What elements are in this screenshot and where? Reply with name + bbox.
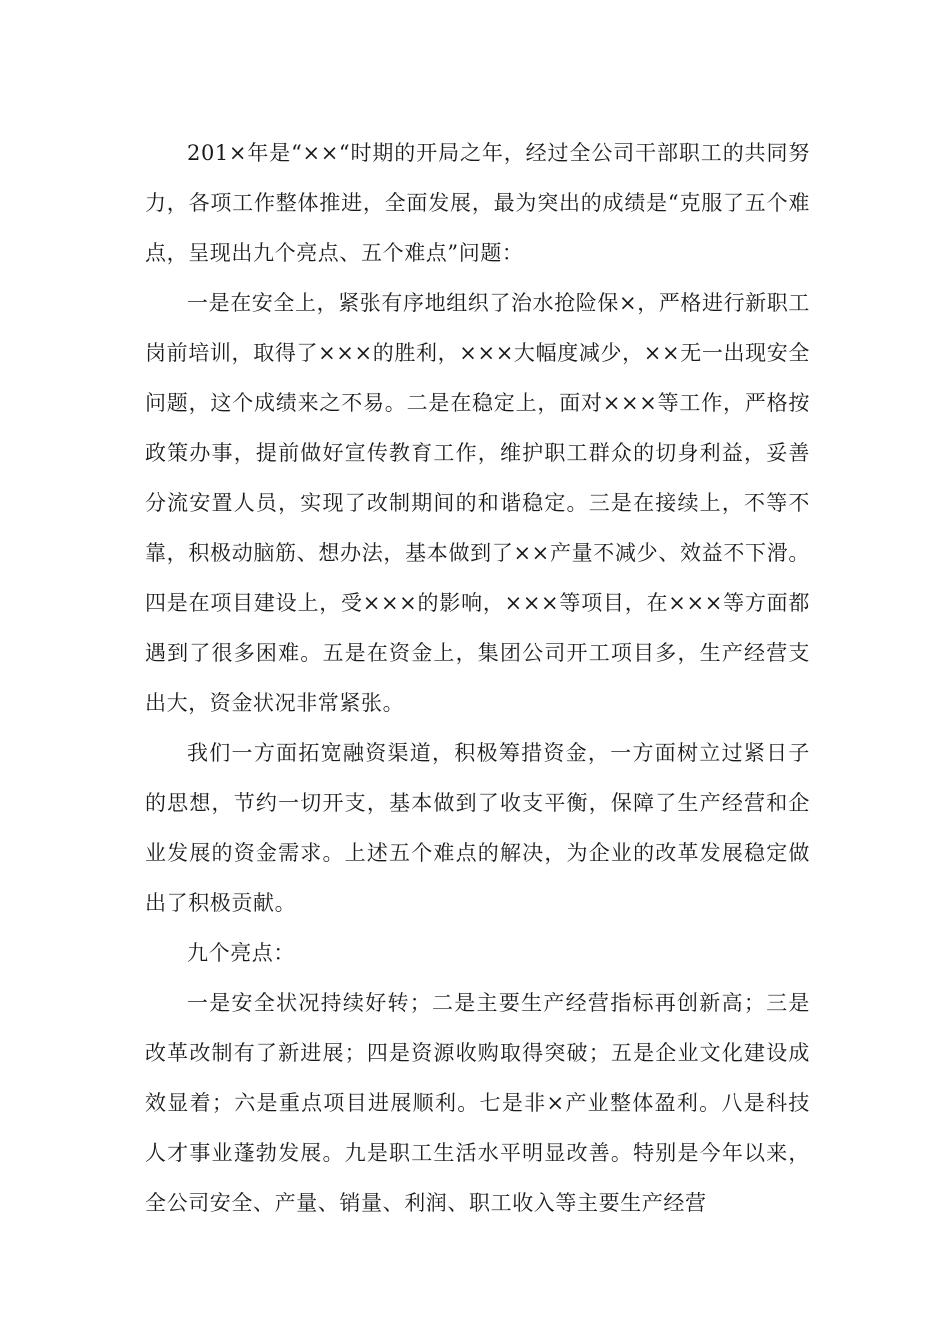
document-body — [145, 128, 810, 1228]
paragraph-highlights: 一是安全状况持续好转；二是主要生产经营指标再创新高；三是改革改制有了新进展；四是资源收购取得突破；五是企业文化建设成效显着；六是重点项目进展顺利。七是非×产业整体盈利。八是科技人才事业蓬勃发展。九是职工生活水平明显改善。特别是今年以来，全公司安全、产量、销量、利润、职工收入等主要生产经营 — [145, 991, 810, 1215]
paragraph-intro: 201×年是“××“时期的开局之年，经过全公司干部职工的共同努力，各项工作整体推进，全面发展，最为突出的成绩是“克服了五个难点，呈现出九个亮点、五个难点”问题： — [145, 141, 810, 265]
paragraph-difficulties: 一是在安全上，紧张有序地组织了治水抢险保×，严格进行新职工岗前培训，取得了×××的胜利，×××大幅度减少，××无一出现安全问题，这个成绩来之不易。二是在稳定上，面对×××等工作，严格按政策办事，提前做好宣传教育工作，维护职工群众的切身利益，妥善分流安置人员，实现了改制期间的和谐稳定。三是在接续上，不等不靠，积极动脑筋、想办法，基本做到了××产量不减少、效益不下滑。四是在项目建设上，受×××的影响，×××等项目，在×××等方面都遇到了很多困难。五是在资金上，集团公司开工项目多，生产经营支出大，资金状况非常紧张。 — [145, 291, 810, 715]
paragraph-funding: 我们一方面拓宽融资渠道，积极筹措资金，一方面树立过紧日子的思想，节约一切开支，基本做到了收支平衡，保障了生产经营和企业发展的资金需求。上述五个难点的解决，为企业的改革发展稳定做出了积极贡献。 — [145, 741, 810, 915]
paragraph-highlights-heading: 九个亮点： — [187, 941, 295, 965]
